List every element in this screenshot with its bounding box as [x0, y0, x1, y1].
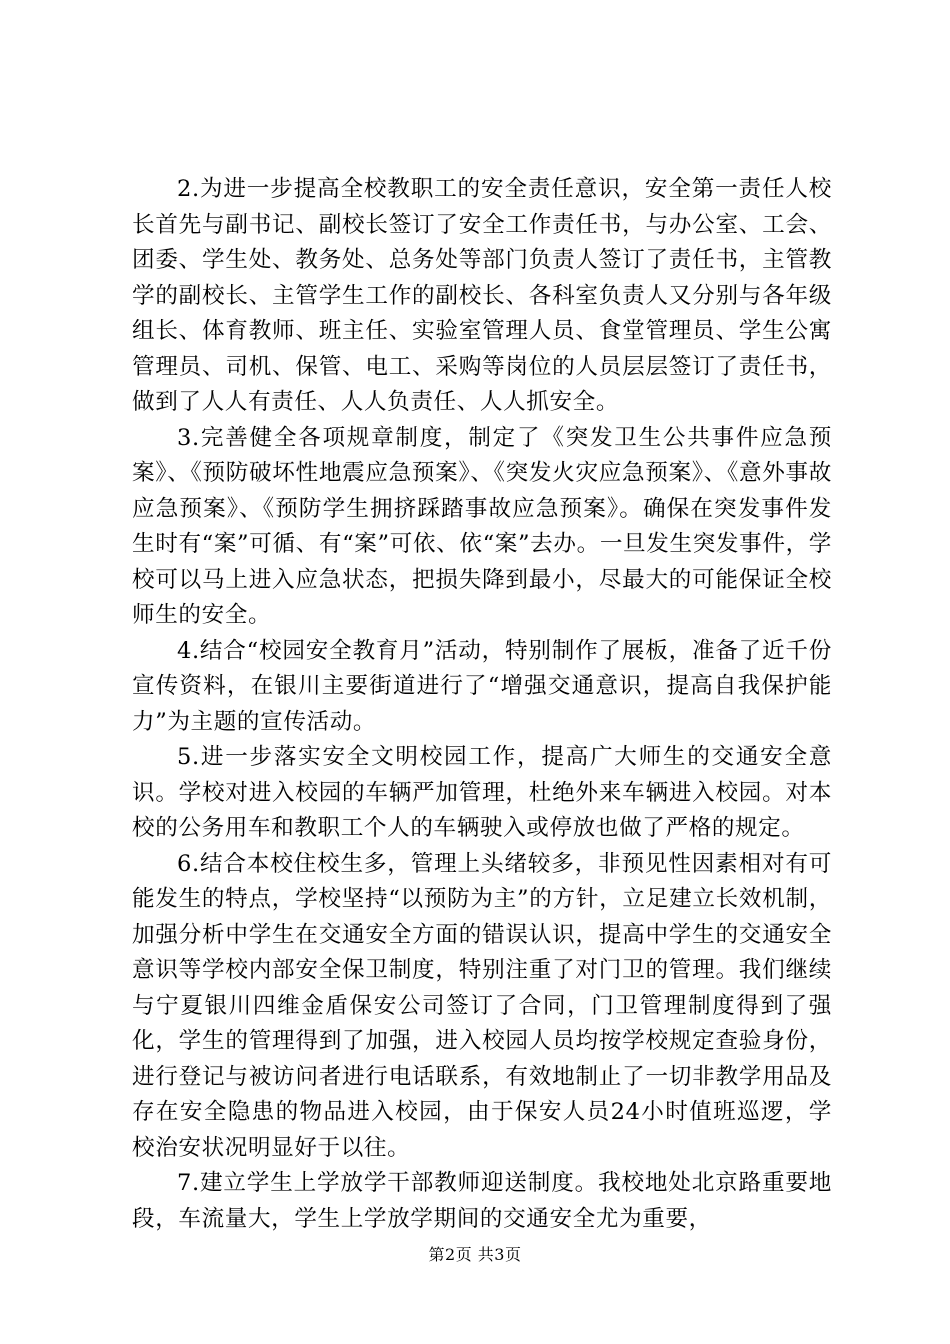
paragraph-item-5: 5.进一步落实安全文明校园工作，提高广大师生的交通安全意识。学校对进入校园的车辆严加管理，杜绝外来车辆进入校园。对本校的公务用车和教职工个人的车辆驶入或停放也做了严格的规定。 [132, 744, 832, 841]
paragraph-item-2: 2.为进一步提高全校教职工的安全责任意识，安全第一责任人校长首先与副书记、副校长签订了安全工作责任书，与办公室、工会、团委、学生处、教务处、总务处等部门负责人签订了责任书，主管教学的副校长、主管学生工作的副校长、各科室负责人又分别与各年级组长、体育教师、班主任、实验室管理人员、食堂管理员、学生公寓管理员、司机、保管、电工、采购等岗位的人员层层签订了责任书，做到了人人有责任、人人负责任、人人抓安全。 [132, 176, 832, 415]
document-body [132, 172, 832, 1237]
page-number-footer: 第2页 共3页 [428, 1245, 522, 1264]
paragraph-item-3: 3.完善健全各项规章制度，制定了《突发卫生公共事件应急预案》、《预防破坏性地震应急预案》、《突发火灾应急预案》、《意外事故应急预案》、《预防学生拥挤踩踏事故应急预案》。确保在突发事件发生时有“案”可循、有“案”可依、依“案”去办。一旦发生突发事件，学校可以马上进入应急状态，把损失降到最小，尽最大的可能保证全校师生的安全。 [132, 424, 832, 628]
paragraph-item-4: 4.结合“校园安全教育月”活动，特别制作了展板，准备了近千份宣传资料，在银川主要街道进行了“增强交通意识，提高自我保护能力”为主题的宣传活动。 [132, 637, 832, 735]
paragraph-item-7: 7.建立学生上学放学干部教师迎送制度。我校地处北京路重要地段，车流量大，学生上学放学期间的交通安全尤为重要， [132, 1170, 832, 1232]
paragraph-item-6: 6.结合本校住校生多，管理上头绪较多，非预见性因素相对有可能发生的特点，学校坚持“以预防为主”的方针，立足建立长效机制，加强分析中学生在交通安全方面的错误认识，提高中学生的交通安全意识等学校内部安全保卫制度，特别注重了对门卫的管理。我们继续与宁夏银川四维金盾保安公司签订了合同，门卫管理制度得到了强化，学生的管理得到了加强，进入校园人员均按学校规定查验身份，进行登记与被访问者进行电话联系，有效地制止了一切非教学用品及存在安全隐患的物品进入校园，由于保安人员24小时值班巡逻，学校治安状况明显好于以往。 [132, 850, 832, 1161]
